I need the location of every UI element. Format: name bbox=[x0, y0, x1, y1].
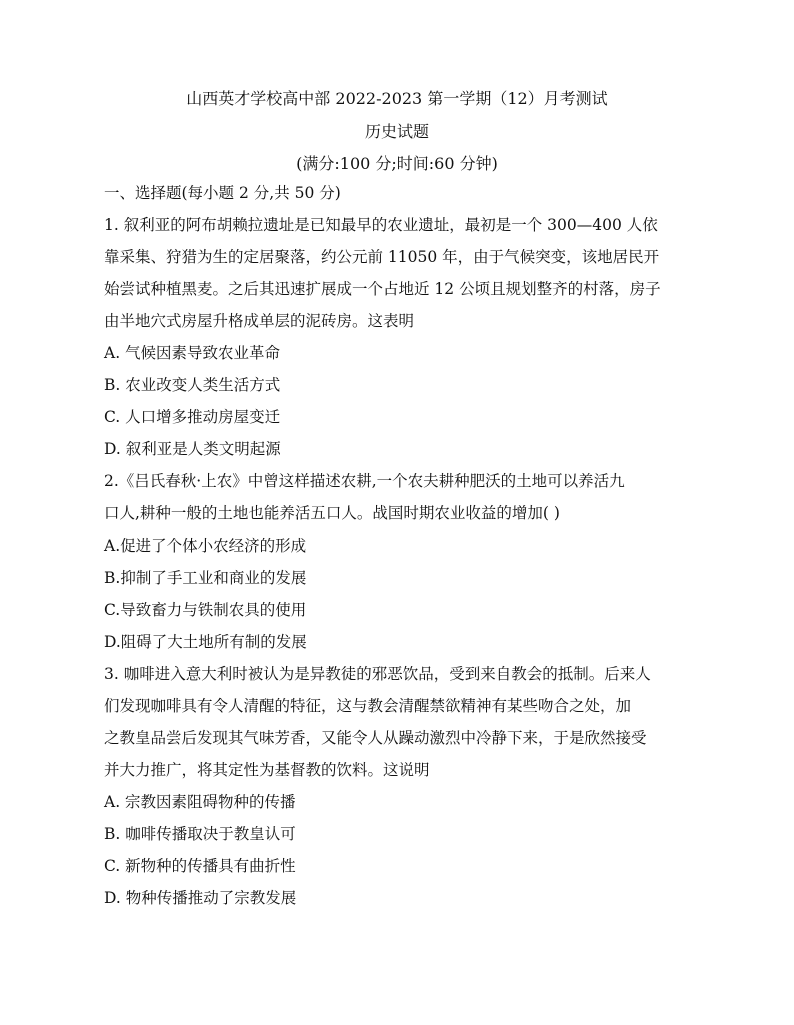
question-1-option-d: D. 叙利亚是人类文明起源 bbox=[104, 440, 281, 458]
question-3-stem-line: 之教皇品尝后发现其气味芳香，又能令人从躁动激烈中冷静下来，于是欣然接受 bbox=[104, 729, 647, 747]
question-1-option-b: B. 农业改变人类生活方式 bbox=[104, 376, 281, 394]
question-3-option-d: D. 物种传播推动了宗教发展 bbox=[104, 889, 297, 907]
question-1-stem-line: 由半地穴式房屋升格成单层的泥砖房。这表明 bbox=[104, 312, 415, 330]
section-heading: 一、选择题(每小题 2 分,共 50 分) bbox=[104, 184, 341, 202]
question-2-option-d: D.阻碍了大土地所有制的发展 bbox=[104, 633, 307, 651]
question-3-option-b: B. 咖啡传播取决于教皇认可 bbox=[104, 825, 296, 843]
question-1-option-a: A. 气候因素导致农业革命 bbox=[104, 344, 281, 362]
question-3-option-c: C. 新物种的传播具有曲折性 bbox=[104, 857, 296, 875]
question-1-option-c: C. 人口增多推动房屋变迁 bbox=[104, 408, 281, 426]
question-3-option-a: A. 宗教因素阻碍物种的传播 bbox=[104, 793, 296, 811]
subject-title: 历史试题 bbox=[364, 122, 429, 141]
question-1-stem-line: 1. 叙利亚的阿布胡赖拉遗址是已知最早的农业遗址，最初是一个 300—400 人依 bbox=[104, 216, 658, 234]
question-3-stem-line: 3. 咖啡进入意大利时被认为是异教徒的邪恶饮品，受到来自教会的抵制。后来人 bbox=[104, 665, 651, 683]
question-3-stem-line: 们发现咖啡具有令人清醒的特征，这与教会清醒禁欲精神有某些吻合之处，加 bbox=[104, 697, 632, 715]
exam-title: 山西英才学校高中部 2022-2023 第一学期（12）月考测试 bbox=[186, 89, 608, 108]
question-2-stem-line: 口人,耕种一般的土地也能养活五口人。战国时期农业收益的增加( ) bbox=[104, 504, 560, 522]
exam-meta: (满分:100 分;时间:60 分钟) bbox=[296, 154, 498, 173]
question-1-stem-line: 始尝试种植黑麦。之后其迅速扩展成一个占地近 12 公顷且规划整齐的村落，房子 bbox=[104, 280, 661, 298]
question-2-option-b: B.抑制了手工业和商业的发展 bbox=[104, 569, 307, 587]
question-2-stem-line: 2.《吕氏春秋·上农》中曾这样描述农耕,一个农夫耕种肥沃的土地可以养活九 bbox=[104, 472, 625, 490]
question-3-stem-line: 并大力推广，将其定性为基督教的饮料。这说明 bbox=[104, 761, 430, 779]
question-2-option-c: C.导致畜力与铁制农具的使用 bbox=[104, 601, 307, 619]
question-2-option-a: A.促进了个体小农经济的形成 bbox=[104, 537, 307, 555]
question-1-stem-line: 靠采集、狩猎为生的定居聚落，约公元前 11050 年，由于气候突变，该地居民开 bbox=[104, 248, 660, 266]
